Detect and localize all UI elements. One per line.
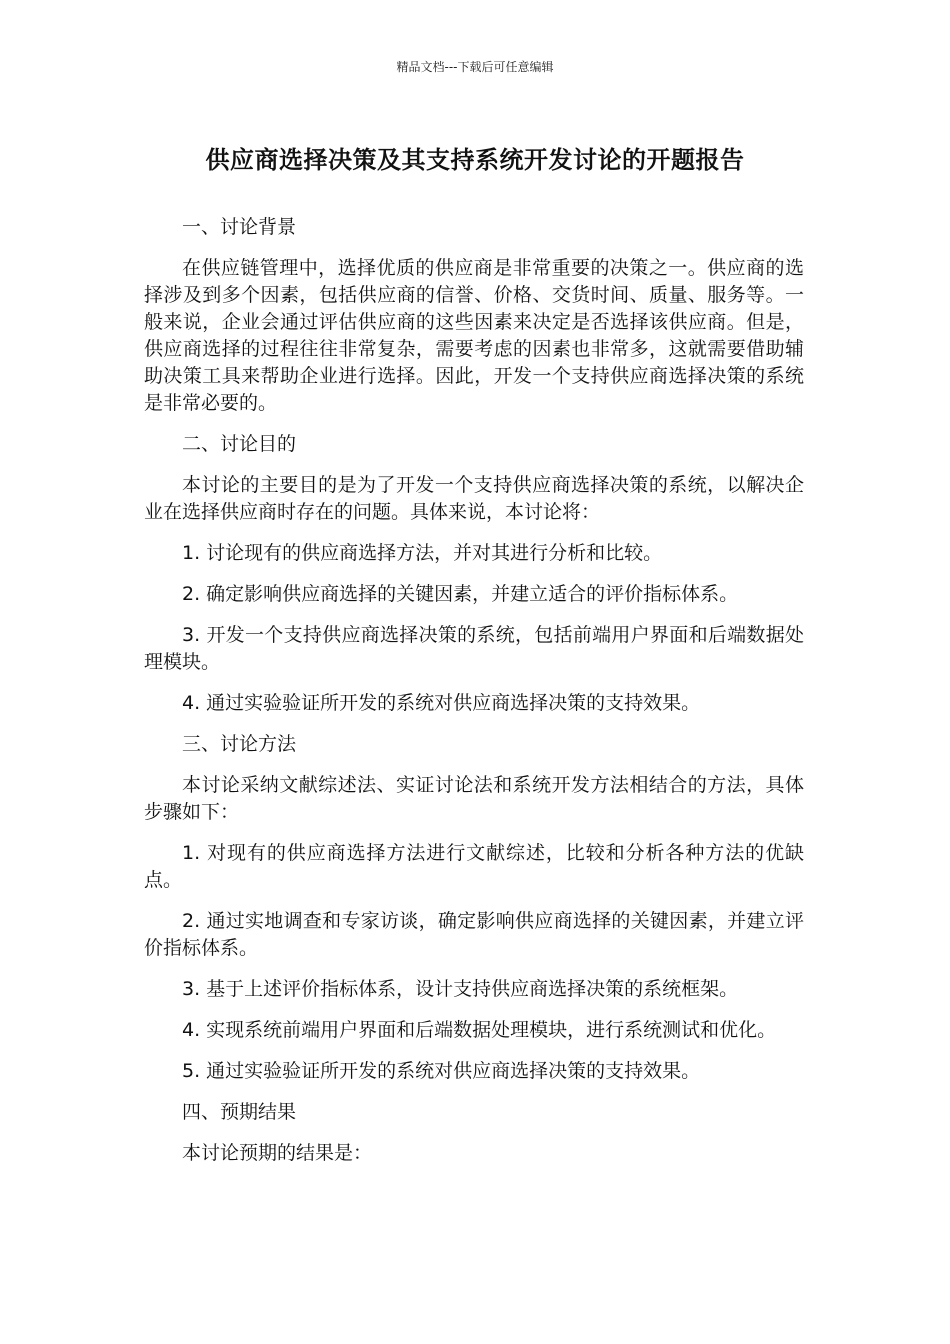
document-body <box>144 214 804 1181</box>
method-step-2: 2. 通过实地调查和专家访谈，确定影响供应商选择的关键因素，并建立评价指标体系。 <box>144 910 804 959</box>
paragraph-purpose: 本讨论的主要目的是为了开发一个支持供应商选择决策的系统，以解决企业在选择供应商时存在的问题。具体来说，本讨论将： <box>144 474 804 523</box>
paragraph-background: 在供应链管理中，选择优质的供应商是非常重要的决策之一。供应商的选择涉及到多个因素，包括供应商的信誉、价格、交货时间、质量、服务等。一般来说，企业会通过评估供应商的这些因素来决定是否选择该供应商。但是，供应商选择的过程往往非常复杂，需要考虑的因素也非常多，这就需要借助辅助决策工具来帮助企业进行选择。因此，开发一个支持供应商选择决策的系统是非常必要的。 <box>144 257 804 414</box>
purpose-item-4: 4. 通过实验验证所开发的系统对供应商选择决策的支持效果。 <box>182 692 701 714</box>
purpose-item-2: 2. 确定影响供应商选择的关键因素，并建立适合的评价指标体系。 <box>182 583 739 605</box>
purpose-item-1: 1. 讨论现有的供应商选择方法，并对其进行分析和比较。 <box>182 542 663 564</box>
method-step-4: 4. 实现系统前端用户界面和后端数据处理模块，进行系统测试和优化。 <box>182 1019 777 1041</box>
section-heading-background: 一、讨论背景 <box>182 216 297 238</box>
section-heading-methods: 三、讨论方法 <box>182 733 297 755</box>
header-note: 精品文档---下载后可任意编辑 <box>396 60 554 74</box>
method-step-3: 3. 基于上述评价指标体系，设计支持供应商选择决策的系统框架。 <box>182 978 739 1000</box>
method-step-5: 5. 通过实验验证所开发的系统对供应商选择决策的支持效果。 <box>182 1060 701 1082</box>
purpose-item-3: 3. 开发一个支持供应商选择决策的系统，包括前端用户界面和后端数据处理模块。 <box>144 624 804 673</box>
paragraph-methods: 本讨论采纳文献综述法、实证讨论法和系统开发方法相结合的方法，具体步骤如下： <box>144 774 804 823</box>
section-heading-purpose: 二、讨论目的 <box>182 433 297 455</box>
document-title: 供应商选择决策及其支持系统开发讨论的开题报告 <box>205 146 745 174</box>
paragraph-expected-results: 本讨论预期的结果是： <box>182 1142 373 1164</box>
method-step-1: 1. 对现有的供应商选择方法进行文献综述，比较和分析各种方法的优缺点。 <box>144 842 804 891</box>
section-heading-expected-results: 四、预期结果 <box>182 1101 297 1123</box>
